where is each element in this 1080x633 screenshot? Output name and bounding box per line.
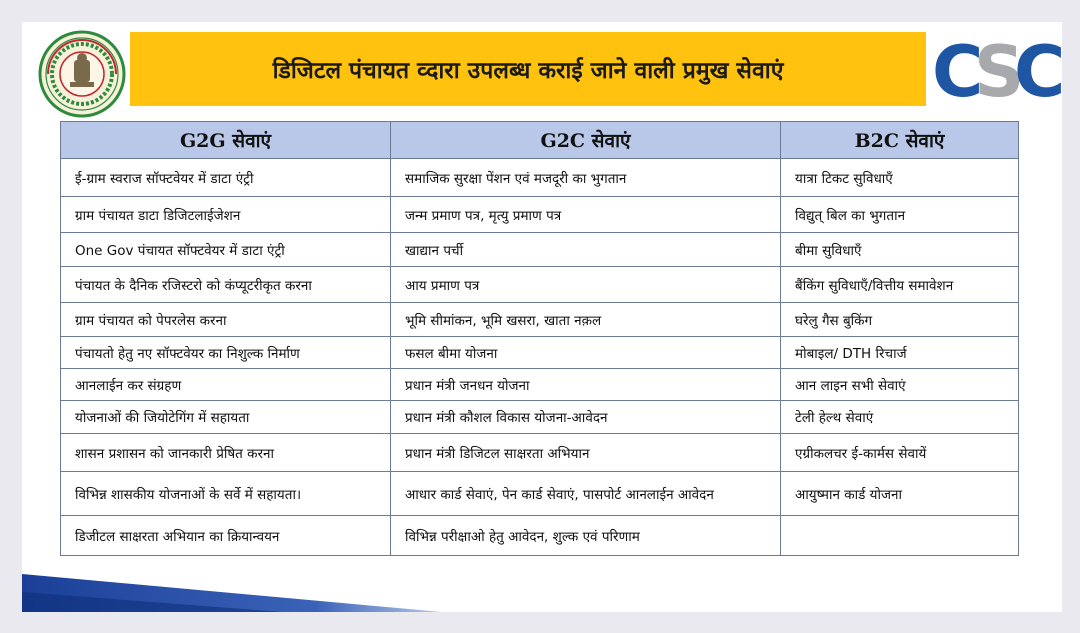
table-cell: शासन प्रशासन को जानकारी प्रेषित करना xyxy=(61,434,391,472)
table-cell: समाजिक सुरक्षा पेंशन एवं मजदूरी का भुगतान xyxy=(391,159,781,197)
csc-letter-s: S xyxy=(974,31,1025,113)
page-title: डिजिटल पंचायत व्दारा उपलब्ध कराई जाने वाली प्रमुख सेवाएं xyxy=(272,58,784,84)
table-row xyxy=(61,472,1019,516)
table-cell: आयुष्मान कार्ड योजना xyxy=(781,472,1019,516)
table-cell: प्रधान मंत्री डिजिटल साक्षरता अभियान xyxy=(391,434,781,472)
csc-logo xyxy=(932,31,1066,113)
column-header-b2c: B2C सेवाएं xyxy=(781,122,1019,159)
table-cell: मोबाइल/ DTH रिचार्ज xyxy=(781,337,1019,369)
table-row xyxy=(61,267,1019,303)
table-cell: फसल बीमा योजना xyxy=(391,337,781,369)
table-cell: डिजीटल साक्षरता अभियान का क्रियान्वयन xyxy=(61,516,391,556)
table-cell: जन्म प्रमाण पत्र, मृत्यु प्रमाण पत्र xyxy=(391,197,781,233)
csc-letter-c1: C xyxy=(932,31,984,113)
decorative-bottom-band xyxy=(22,574,442,612)
table-cell: पंचायत के दैनिक रजिस्टरो को कंप्यूटरीकृत करना xyxy=(61,267,391,303)
csc-letter-c2: C xyxy=(1014,31,1066,113)
table-cell: बीमा सुविधाएँ xyxy=(781,233,1019,267)
table-cell: ई-ग्राम स्वराज सॉफ्टवेयर में डाटा एंट्री xyxy=(61,159,391,197)
table-cell: विभिन्न शासकीय योजनाओं के सर्वे में सहायता। xyxy=(61,472,391,516)
table-cell: बैंकिंग सुविधाएँ/वित्तीय समावेशन xyxy=(781,267,1019,303)
table-row xyxy=(61,337,1019,369)
table-cell: आन लाइन सभी सेवाएं xyxy=(781,369,1019,401)
table-cell: एग्रीकलचर ई-कार्मस सेवायें xyxy=(781,434,1019,472)
table-row xyxy=(61,303,1019,337)
table-cell: टेली हेल्थ सेवाएं xyxy=(781,401,1019,434)
table-header-row xyxy=(61,122,1019,159)
table-cell: प्रधान मंत्री कौशल विकास योजना-आवेदन xyxy=(391,401,781,434)
column-header-g2g: G2G सेवाएं xyxy=(61,122,391,159)
table-cell: विभिन्न परीक्षाओ हेतु आवेदन, शुल्क एवं परिणाम xyxy=(391,516,781,556)
table-cell xyxy=(781,516,1019,556)
table-cell: घरेलु गैस बुकिंग xyxy=(781,303,1019,337)
table-cell: यात्रा टिकट सुविधाएँ xyxy=(781,159,1019,197)
table-cell: प्रधान मंत्री जनधन योजना xyxy=(391,369,781,401)
table-row xyxy=(61,434,1019,472)
table-cell: आय प्रमाण पत्र xyxy=(391,267,781,303)
table-cell: One Gov पंचायत सॉफ्टवेयर में डाटा एंट्री xyxy=(61,233,391,267)
table-row xyxy=(61,197,1019,233)
services-table xyxy=(60,121,1019,556)
slide xyxy=(22,22,1066,612)
table-row xyxy=(61,159,1019,197)
jharkhand-emblem-icon xyxy=(36,30,128,118)
table-cell: पंचायतो हेतु नए सॉफ्टवेयर का निशुल्क निर्माण xyxy=(61,337,391,369)
title-banner xyxy=(130,32,926,106)
table-cell: ग्राम पंचायत डाटा डिजिटलाईजेशन xyxy=(61,197,391,233)
table-cell: खाद्यान पर्ची xyxy=(391,233,781,267)
column-header-g2c: G2C सेवाएं xyxy=(391,122,781,159)
table-row xyxy=(61,233,1019,267)
table-cell: ग्राम पंचायत को पेपरलेस करना xyxy=(61,303,391,337)
table-cell: योजनाओं की जियोटेगिंग में सहायता xyxy=(61,401,391,434)
table-row xyxy=(61,401,1019,434)
table-cell: विद्युत् बिल का भुगतान xyxy=(781,197,1019,233)
table-cell: आनलाईन कर संग्रहण xyxy=(61,369,391,401)
table-cell: भूमि सीमांकन, भूमि खसरा, खाता नक़ल xyxy=(391,303,781,337)
table-row xyxy=(61,369,1019,401)
table-cell: आधार कार्ड सेवाएं, पेन कार्ड सेवाएं, पासपोर्ट आनलाईन आवेदन xyxy=(391,472,781,516)
table-row xyxy=(61,516,1019,556)
